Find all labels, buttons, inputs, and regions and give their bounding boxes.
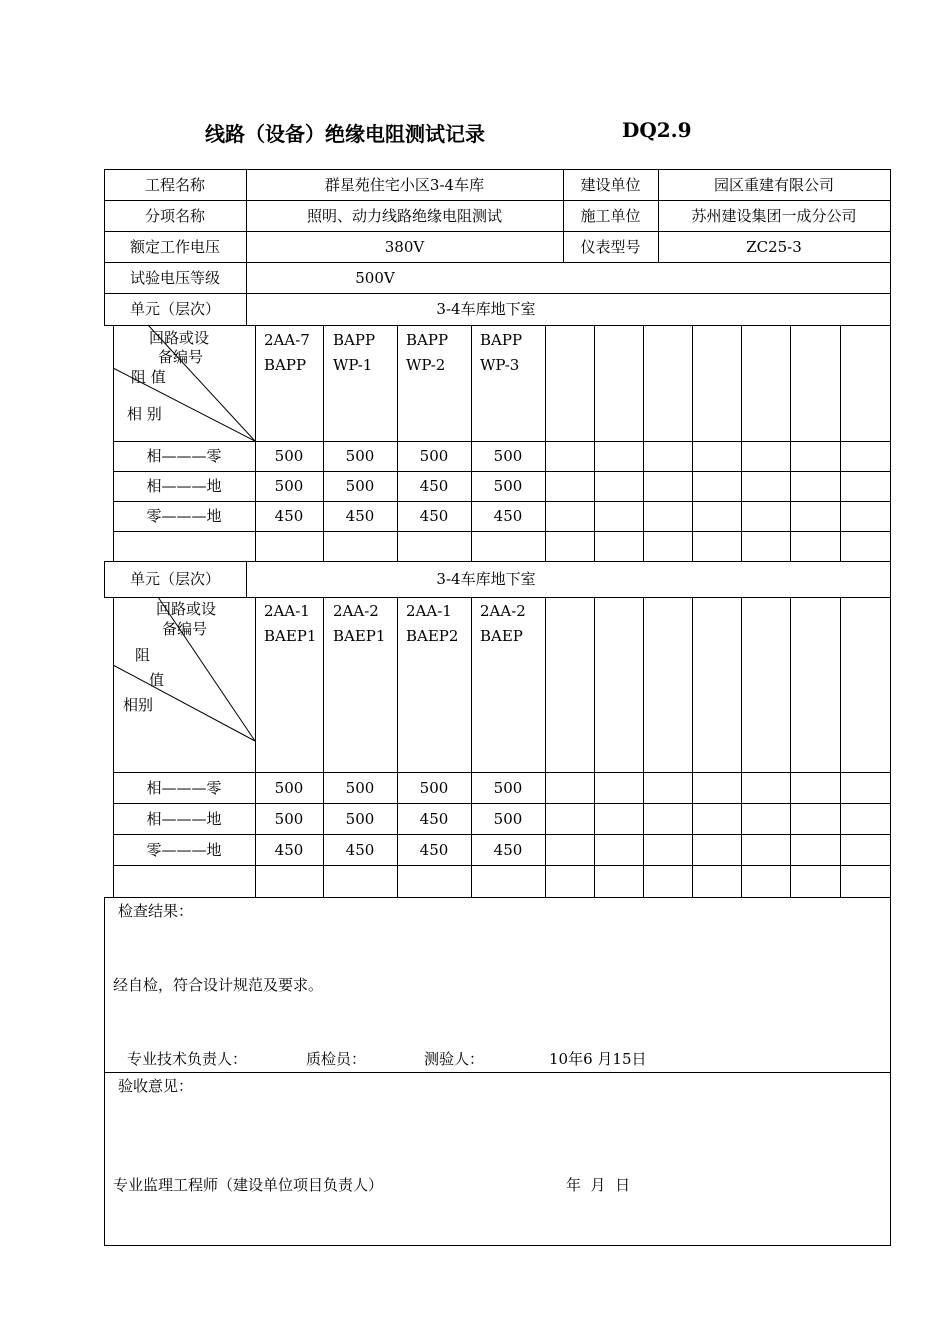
s1-col3-l1: BAPP [406,331,449,349]
s1-col2-l1: BAPP [333,331,376,349]
form-code: DQ2.9 [622,118,692,142]
check-result: 经自检，符合设计规范及要求。 [113,976,324,994]
unit-label-1: 单元（层次） [129,300,220,318]
s1-row1-v2: 500 [345,447,375,465]
s2-row3-v4: 450 [493,840,523,859]
page-title: 线路（设备）绝缘电阻测试记录 [205,122,485,146]
s2-col2-l1: 2AA-2 [333,602,379,620]
project-name: 群星苑住宅小区3-4车库 [324,175,485,194]
s1-row1-v3: 500 [419,447,449,465]
contractor: 苏州建设集团一成分公司 [691,206,857,225]
project-name-label: 工程名称 [144,175,205,194]
s1-row3-v1: 450 [274,507,304,525]
s2-col3-l1: 2AA-1 [406,602,452,620]
subitem-label: 分项名称 [144,206,205,225]
s2-row3-v2: 450 [345,840,375,859]
s2-row2-v1: 500 [274,809,304,828]
header-circuit-2: 回路或设 [156,600,217,618]
check-label: 检查结果： [118,902,194,920]
s2-row1-v3: 500 [419,778,449,797]
unit-label-2: 单元（层次） [129,570,220,588]
s1-row1-label: 相———零 [146,447,222,465]
s1-col4-l2: WP-3 [480,356,520,374]
builder-label: 建设单位 [580,175,641,194]
s2-row3-label: 零———地 [146,840,222,859]
s2-row2-v2: 500 [345,809,375,828]
s2-col4-l2: BAEP [480,627,523,645]
builder: 园区重建有限公司 [713,175,834,194]
acceptance-date: 年 月 日 [566,1176,631,1194]
s2-row3-v1: 450 [274,840,304,859]
test-voltage-label: 试验电压等级 [129,268,220,287]
header-circuit2-2: 备编号 [162,620,208,638]
unit-1: 3-4车库地下室 [436,300,536,318]
s2-row2-label: 相———地 [146,809,222,828]
s1-row3-v2: 450 [345,507,375,525]
test-voltage: 500V [355,268,395,287]
subitem: 照明、动力线路绝缘电阻测试 [306,206,502,225]
meter-label: 仪表型号 [580,237,641,256]
s2-row1-v4: 500 [493,778,523,797]
s2-row2-v4: 500 [493,809,523,828]
s1-row3-v4: 450 [493,507,523,525]
header-value1-2: 阻 [135,646,151,664]
supervisor-label: 专业监理工程师（建设单位项目负责人） [113,1176,384,1194]
s1-row2-v1: 500 [274,477,304,495]
acceptance-label: 验收意见： [118,1077,194,1095]
s1-row1-v1: 500 [274,447,304,465]
s1-row2-v4: 500 [493,477,523,495]
s2-col3-l2: BAEP2 [406,627,459,645]
s1-col3-l2: WP-2 [406,356,446,374]
header-circuit2-1: 备编号 [158,348,204,366]
s1-row1-v4: 500 [493,447,523,465]
check-date: 10年6 月15日 [549,1050,647,1068]
inspector-label: 质检员： [306,1050,367,1068]
s1-row3-v3: 450 [419,507,449,525]
s2-row2-v3: 450 [419,809,449,828]
tester-label: 测验人： [424,1050,485,1068]
s2-col1-l2: BAEP1 [264,627,317,645]
s2-row1-v2: 500 [345,778,375,797]
s2-col1-l1: 2AA-1 [264,602,310,620]
header-phase-1: 相 别 [127,405,162,423]
s2-row1-v1: 500 [274,778,304,797]
rated-voltage: 380V [384,237,425,256]
header-value-1: 阻 值 [131,368,166,386]
header-phase-2: 相别 [123,696,154,714]
s2-col4-l1: 2AA-2 [480,602,526,620]
s2-col2-l2: BAEP1 [333,627,386,645]
header-value2-2: 值 [149,671,165,689]
s2-row3-v3: 450 [419,840,449,859]
s1-row2-v2: 500 [345,477,375,495]
s1-row2-label: 相———地 [146,477,222,495]
unit-2: 3-4车库地下室 [436,570,536,588]
s1-row2-v3: 450 [419,477,449,495]
s1-col2-l2: WP-1 [333,356,373,374]
meter: ZC25-3 [746,237,802,256]
s2-row1-label: 相———零 [146,778,222,797]
s1-row3-label: 零———地 [146,507,222,525]
s1-col1-l2: BAPP [264,356,307,374]
contractor-label: 施工单位 [580,206,641,225]
tech-lead-label: 专业技术负责人： [127,1050,248,1068]
s1-col1-l1: 2AA-7 [264,331,310,349]
header-circuit-1: 回路或设 [149,329,210,347]
s1-col4-l1: BAPP [480,331,523,349]
rated-voltage-label: 额定工作电压 [129,237,220,256]
